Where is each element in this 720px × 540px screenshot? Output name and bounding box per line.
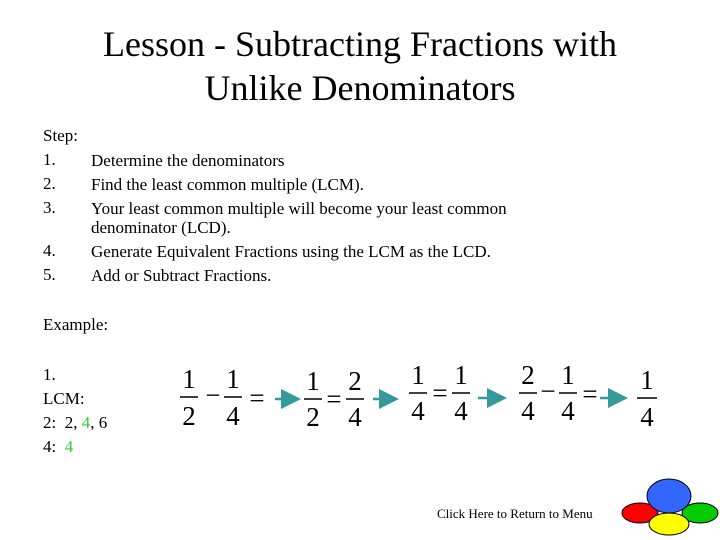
equals-sign: = bbox=[249, 383, 265, 413]
step-text: Your least common multiple will become your least common denominator (LCD). bbox=[91, 199, 507, 237]
expression-equivalent-1 bbox=[304, 366, 364, 432]
menu-logo-icon[interactable] bbox=[620, 476, 720, 540]
step-text: Generate Equivalent Fractions using the LCM as the LCD. bbox=[91, 242, 491, 261]
example-label: Example: bbox=[43, 315, 109, 334]
denominator: 2 bbox=[182, 401, 196, 431]
step-text: Add or Subtract Fractions. bbox=[91, 266, 272, 285]
numerator: 2 bbox=[521, 360, 535, 390]
numerator: 1 bbox=[306, 366, 320, 396]
step-number: 4. bbox=[43, 241, 56, 260]
lcm-row-prefix: 4: bbox=[43, 437, 65, 456]
minus-sign: − bbox=[205, 380, 221, 410]
denominator: 2 bbox=[306, 402, 320, 432]
equals-sign: = bbox=[582, 379, 598, 409]
expression-original bbox=[180, 364, 265, 431]
equals-sign: = bbox=[432, 378, 448, 408]
denominator: 4 bbox=[521, 396, 535, 426]
return-to-menu-link[interactable]: Click Here to Return to Menu bbox=[437, 506, 593, 521]
lcm-common-multiple: 4 bbox=[81, 413, 91, 432]
expression-subtract bbox=[519, 360, 598, 426]
lcm-row-suffix: , 6 bbox=[90, 413, 108, 432]
steps-header: Step: bbox=[43, 126, 78, 145]
step-number: 5. bbox=[43, 265, 56, 284]
lcm-row-prefix: 2: 2, bbox=[43, 413, 82, 432]
step-number: 1. bbox=[43, 150, 56, 169]
step-number: 2. bbox=[43, 174, 56, 193]
step-text: Determine the denominators bbox=[91, 151, 285, 170]
numerator: 2 bbox=[348, 366, 362, 396]
numerator: 1 bbox=[226, 364, 240, 394]
title-line-2: Unlike Denominators bbox=[204, 68, 516, 108]
step-text: Find the least common multiple (LCM). bbox=[91, 175, 364, 194]
example-number: 1. bbox=[43, 365, 56, 384]
lcm-label: LCM: bbox=[43, 389, 85, 408]
denominator: 4 bbox=[640, 402, 654, 432]
denominator: 4 bbox=[561, 396, 575, 426]
step-number: 3. bbox=[43, 198, 56, 217]
expression-result bbox=[637, 365, 657, 432]
numerator: 1 bbox=[640, 365, 654, 395]
title-line-1: Lesson - Subtracting Fractions with bbox=[103, 24, 617, 64]
expression-equivalent-2 bbox=[409, 360, 470, 426]
lcm-common-multiple: 4 bbox=[64, 437, 74, 456]
denominator: 4 bbox=[226, 401, 240, 431]
yellow-circle-icon bbox=[649, 513, 689, 535]
numerator: 1 bbox=[561, 360, 575, 390]
equals-sign: = bbox=[326, 384, 342, 414]
denominator: 4 bbox=[454, 396, 468, 426]
minus-sign: − bbox=[540, 376, 556, 406]
numerator: 1 bbox=[454, 360, 468, 390]
numerator: 1 bbox=[182, 364, 196, 394]
blue-circle-icon bbox=[647, 479, 691, 513]
denominator: 4 bbox=[348, 402, 362, 432]
denominator: 4 bbox=[411, 396, 425, 426]
numerator: 1 bbox=[411, 360, 425, 390]
